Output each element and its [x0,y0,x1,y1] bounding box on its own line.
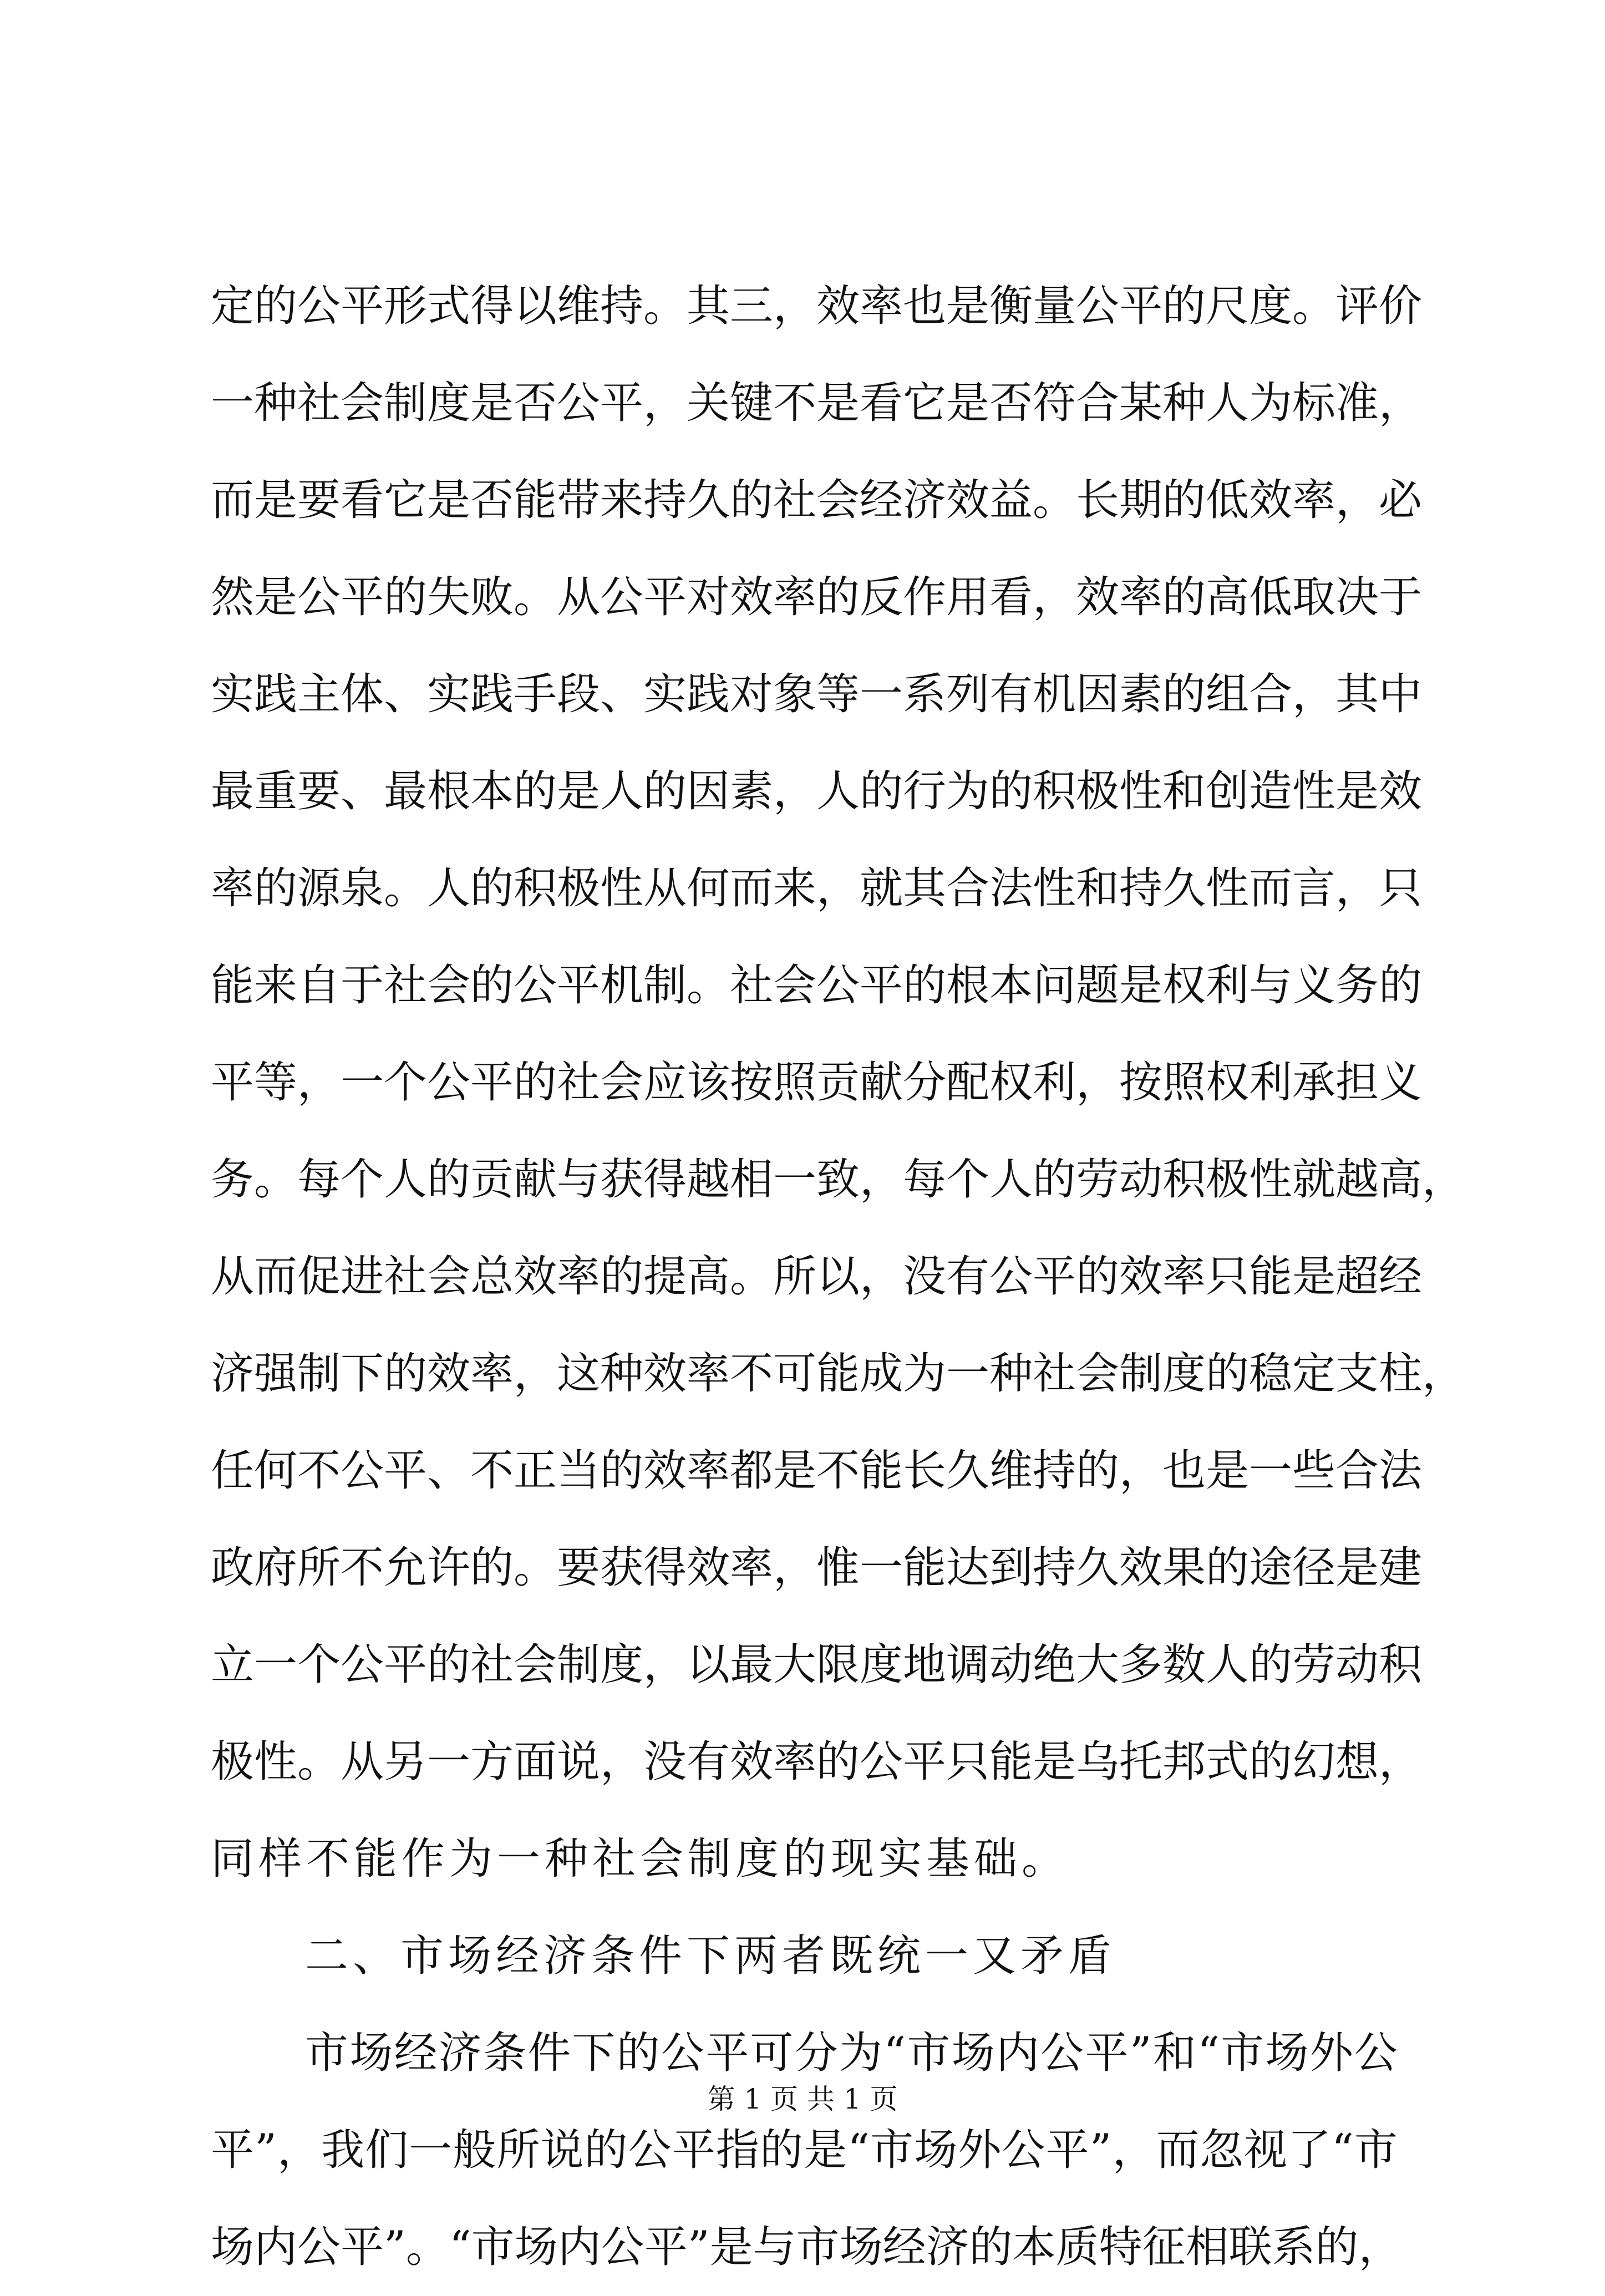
text-line: 极性。从另一方面说，没有效率的公平只能是乌托邦式的幻想， [211,1737,1423,1787]
text-line: 市场经济条件下的公平可分为“市场内公平”和“市场外公 [305,2028,1398,2078]
text-line: 平”，我们一般所说的公平指的是“市场外公平”，而忽视了“市 [211,2125,1398,2175]
text-line: 济强制下的效率，这种效率不可能成为一种社会制度的稳定支柱， [211,1349,1466,1399]
text-line: 场内公平”。“市场内公平”是与市场经济的本质特征相联系的， [211,2222,1402,2272]
text-line: 从而促进社会总效率的提高。所以，没有公平的效率只能是超经 [211,1252,1423,1302]
text-line: 政府所不允许的。要获得效率，惟一能达到持久效果的途径是建 [211,1543,1423,1593]
text-line: 率的源泉。人的积极性从何而来，就其合法性和持久性而言，只 [211,863,1423,913]
text-line: 实践主体、实践手段、实践对象等一系列有机因素的组合，其中 [211,669,1423,719]
text-line: 平等，一个公平的社会应该按照贡献分配权利，按照权利承担义 [211,1058,1423,1108]
section-heading: 二、市场经济条件下两者既统一又矛盾 [305,1931,1116,1981]
text-line: 而是要看它是否能带来持久的社会经济效益。长期的低效率，必 [211,475,1423,525]
text-line: 最重要、最根本的是人的因素，人的行为的积极性和创造性是效 [211,766,1423,816]
text-line: 同样不能作为一种社会制度的现实基础。 [211,1834,1070,1884]
text-line: 一种社会制度是否公平，关键不是看它是否符合某种人为标准， [211,378,1423,428]
text-line: 务。每个人的贡献与获得越相一致，每个人的劳动积极性就越高， [211,1155,1466,1205]
text-line: 任何不公平、不正当的效率都是不能长久维持的，也是一些合法 [211,1446,1423,1496]
text-line: 定的公平形式得以维持。其三，效率也是衡量公平的尺度。评价 [211,281,1423,331]
text-line: 能来自于社会的公平机制。社会公平的根本问题是权利与义务的 [211,961,1423,1010]
page-footer: 第 1 页 共 1 页 [707,2083,898,2115]
body-text [211,258,1466,2296]
text-line: 然是公平的失败。从公平对效率的反作用看，效率的高低取决于 [211,572,1423,622]
text-line: 立一个公平的社会制度，以最大限度地调动绝大多数人的劳动积 [211,1640,1423,1690]
